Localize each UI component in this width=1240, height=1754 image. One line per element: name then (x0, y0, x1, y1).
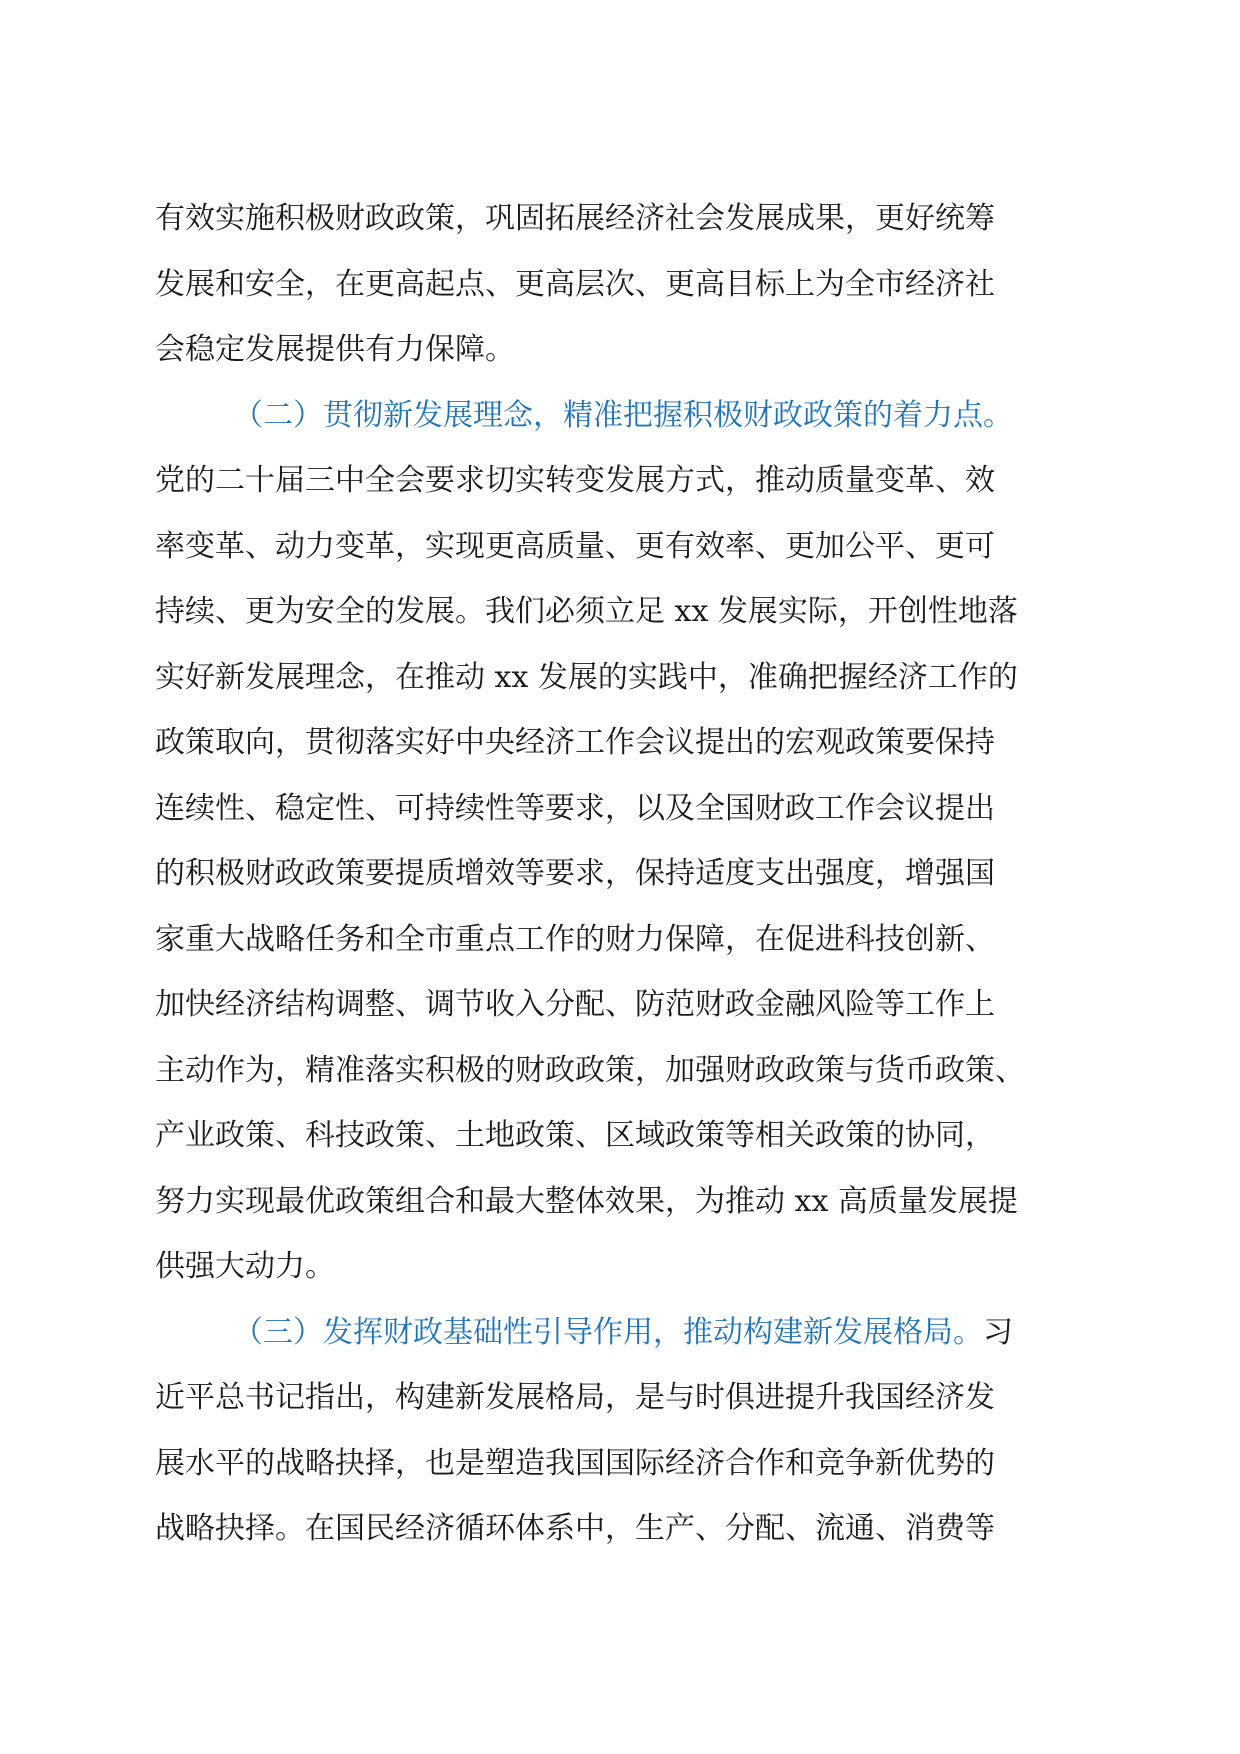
text-line: 主动作为，精准落实积极的财政政策，加强财政政策与货币政策、 (155, 1052, 1025, 1088)
section-3 (155, 1300, 1095, 1562)
text-line: 政策取向，贯彻落实好中央经济工作会议提出的宏观政策要保持 (155, 725, 995, 760)
section-3-heading-tail: 习 (983, 1314, 1013, 1350)
section-3-heading-line (155, 1300, 1095, 1366)
text-line: 家重大战略任务和全市重点工作的财力保障，在促进科技创新、 (155, 921, 995, 957)
text-line: 努力实现最优政策组合和最大整体效果，为推动 xx 高质量发展提 (155, 1183, 1018, 1219)
text-line: 产业政策、科技政策、土地政策、区域政策等相关政策的协同， (155, 1118, 995, 1153)
text-line: 党的二十届三中全会要求切实转变发展方式，推动质量变革、效 (155, 463, 995, 498)
text-line: 战略抉择。在国民经济循环体系中，生产、分配、流通、消费等 (155, 1511, 995, 1546)
paragraph-1 (155, 186, 1095, 383)
text-line: 有效实施积极财政政策，巩固拓展经济社会发展成果，更好统筹 (155, 201, 995, 236)
text-line: 的积极财政政策要提质增效等要求，保持适度支出强度，增强国 (155, 856, 995, 891)
text-line: 近平总书记指出，构建新发展格局，是与时俱进提升我国经济发 (155, 1380, 995, 1415)
section-2-heading-line (155, 383, 1095, 449)
text-line: 连续性、稳定性、可持续性等要求，以及全国财政工作会议提出 (155, 790, 995, 826)
document-body (155, 186, 1095, 1562)
text-line: 持续、更为安全的发展。我们必须立足 xx 发展实际，开创性地落 (155, 594, 1018, 629)
text-line: 供强大动力。 (155, 1249, 335, 1284)
text-line: 实好新发展理念，在推动 xx 发展的实践中，准确把握经济工作的 (155, 659, 1018, 695)
section-2 (155, 383, 1095, 1300)
text-line: 会稳定发展提供有力保障。 (155, 332, 515, 367)
text-line: 发展和安全，在更高起点、更高层次、更高目标上为全市经济社 (155, 266, 995, 302)
text-line: 率变革、动力变革，实现更高质量、更有效率、更加公平、更可 (155, 528, 995, 564)
section-3-heading: （三）发挥财政基础性引导作用，推动构建新发展格局。 (233, 1314, 983, 1350)
text-line: 加快经济结构调整、调节收入分配、防范财政金融风险等工作上 (155, 987, 995, 1022)
text-line: 展水平的战略抉择，也是塑造我国国际经济合作和竞争新优势的 (155, 1445, 995, 1481)
section-2-heading: （二）贯彻新发展理念，精准把握积极财政政策的着力点。 (233, 397, 1013, 433)
